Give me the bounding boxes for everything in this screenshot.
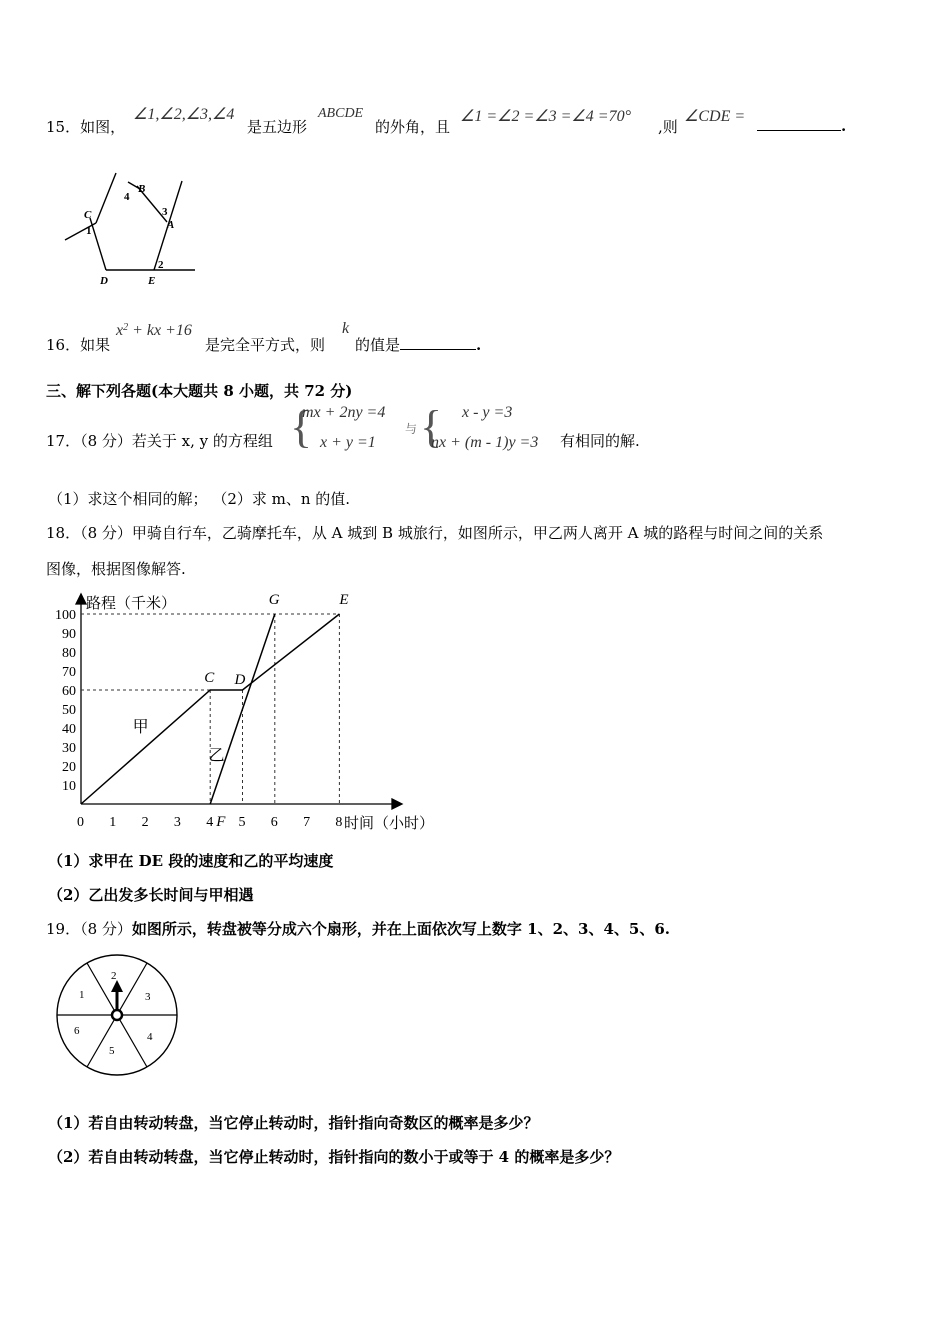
q16-suffix-line — [355, 334, 481, 355]
x-axis-label: 时间（小时） — [344, 816, 435, 832]
q16-expr-x: x — [116, 322, 124, 339]
x-tick-label: 6 — [270, 815, 278, 830]
q17-prefix: 若关于 x, y 的方程组 — [131, 432, 273, 450]
sector-label-3: 3 — [145, 991, 151, 1003]
q17-suffix: 有相同的解. — [560, 432, 640, 450]
q16-line — [46, 334, 110, 355]
q18-text1: 甲骑自行车，乙骑摩托车，从 A 城到 B 城旅行，如图所示，甲乙两人离开 A 城的路程与时间之间的关系 — [131, 524, 824, 542]
label-e: E — [148, 275, 156, 287]
x-tick-label: 3 — [173, 815, 181, 830]
x-axis-arrow — [392, 799, 402, 809]
y-tick-label: 80 — [62, 646, 76, 661]
x-tick-label: 0 — [77, 815, 84, 830]
y-axis-label: 路程（千米） — [86, 596, 177, 612]
y-tick-label: 100 — [55, 608, 76, 623]
q15-mid3: ,则 — [658, 118, 678, 136]
series-label-jia: 甲 — [132, 718, 149, 736]
point-label-e: E — [339, 592, 349, 608]
q17-score: （8 分） — [80, 432, 132, 450]
y-axis-arrow — [76, 594, 86, 604]
sector-label-1: 1 — [79, 989, 85, 1001]
q16-expr-rest: + kx +16 — [128, 322, 192, 339]
q16-number: 16． — [46, 336, 81, 354]
pentagon-figure — [60, 172, 200, 292]
x-tick-label: 5 — [238, 815, 246, 830]
label-a: A — [167, 219, 175, 231]
q16-prefix: 如果 — [80, 336, 111, 354]
label-1: 2 — [158, 259, 164, 271]
y-tick-label: 10 — [62, 779, 76, 794]
q19-number: 19． — [46, 920, 81, 938]
q15-condition: ∠1 =∠2 =∠3 =∠4 =70° — [460, 108, 631, 125]
q17-sys2-eq1: x - y =3 — [462, 404, 513, 421]
q18-sub1: （1）求甲在 DE 段的速度和乙的平均速度 — [48, 852, 334, 870]
q19-line — [46, 918, 670, 939]
point-label-c: C — [204, 670, 215, 686]
x-tick-label: 1 — [109, 815, 117, 830]
q16-mid: 是完全平方式，则 — [205, 336, 326, 354]
point-label-d: D — [234, 672, 246, 688]
label-d: D — [100, 275, 108, 287]
y-tick-label: 30 — [62, 741, 76, 756]
sector-label-2: 2 — [111, 970, 117, 982]
q15-question: ∠CDE = — [684, 108, 746, 125]
y-tick-label: 70 — [62, 665, 76, 680]
q15-mid1: 是五边形 — [247, 118, 308, 136]
q15-line — [46, 116, 125, 137]
y-tick-label: 60 — [62, 684, 76, 699]
q15-blank[interactable] — [757, 116, 841, 131]
pointer-hub — [112, 1010, 122, 1020]
sector-label-6: 6 — [74, 1025, 80, 1037]
q19-text: 如图所示，转盘被等分成六个扇形，并在上面依次写上数字 1、2、3、4、5、6. — [131, 920, 670, 938]
q19-sub1: （1）若自由转动转盘，当它停止转动时，指针指向奇数区的概率是多少？ — [48, 1114, 539, 1132]
y-tick-label: 50 — [62, 703, 76, 718]
q19-sub2: （2）若自由转动转盘，当它停止转动时，指针指向的数小于或等于 4 的概率是多少？ — [48, 1148, 620, 1166]
q16-blank[interactable] — [400, 335, 476, 350]
q15-pentagon: ABCDE — [318, 106, 364, 121]
label-4: 1 — [86, 225, 92, 237]
q18-line1 — [46, 522, 823, 543]
line-dc-extended — [96, 173, 116, 223]
q17-sub: （1）求这个相同的解； （2）求 m、n 的值. — [48, 490, 351, 508]
q15-end: . — [841, 117, 847, 135]
q19-score: （8 分） — [80, 920, 132, 938]
q17-sys1-eq2: x + y =1 — [320, 434, 376, 451]
q15-prefix: 如图， — [80, 118, 126, 136]
side-dc — [90, 218, 106, 270]
point-label-g: G — [268, 592, 280, 608]
q17-sys2-eq2: nx + (m - 1)y =3 — [431, 434, 539, 451]
series-label-yi: 乙 — [208, 747, 225, 765]
q17-number: 17． — [46, 432, 81, 450]
q15-answer-line — [757, 116, 846, 135]
label-2: 3 — [162, 206, 168, 218]
y-tick-label: 20 — [62, 760, 76, 775]
q16-end: . — [476, 336, 482, 354]
x-tick-label: 8 — [335, 815, 343, 830]
x-tick-label: 7 — [303, 815, 311, 830]
y-tick-label: 40 — [62, 722, 76, 737]
q18-score: （8 分） — [80, 524, 132, 542]
q18-line2: 图像，根据图像解答. — [46, 560, 186, 578]
q18-sub2: （2）乙出发多长时间与甲相遇 — [48, 886, 254, 904]
q17-brace-1: { — [290, 401, 313, 452]
q15-number: 15． — [46, 118, 81, 136]
q17-sys1-eq1: mx + 2ny =4 — [302, 404, 386, 421]
q18-number: 18． — [46, 524, 81, 542]
label-3: 4 — [124, 191, 130, 203]
q15-mid2: 的外角，且 — [375, 118, 451, 136]
distance-time-chart — [44, 590, 444, 840]
q15-angles: ∠1,∠2,∠3,∠4 — [133, 106, 235, 123]
point-label-f: F — [216, 814, 226, 830]
y-tick-label: 90 — [62, 627, 76, 642]
q16-expression — [116, 322, 192, 340]
q17-brace-2: { — [420, 401, 443, 452]
sector-label-5: 5 — [109, 1045, 115, 1057]
q16-var: k — [342, 320, 350, 337]
x-tick-label: 2 — [141, 815, 149, 830]
sector-label-4: 4 — [147, 1031, 153, 1043]
label-c: C — [84, 209, 92, 221]
x-tick-label: 4 — [206, 815, 214, 830]
spinner-figure — [54, 954, 180, 1080]
label-b: B — [138, 183, 146, 195]
q17-line — [46, 430, 273, 451]
q17-connector: 与 — [405, 422, 418, 436]
q16-suffix: 的值是 — [355, 336, 401, 354]
section3-title: 三、解下列各题(本大题共 8 小题，共 72 分) — [46, 382, 353, 400]
q16-expr-exp: 2 — [123, 322, 129, 333]
